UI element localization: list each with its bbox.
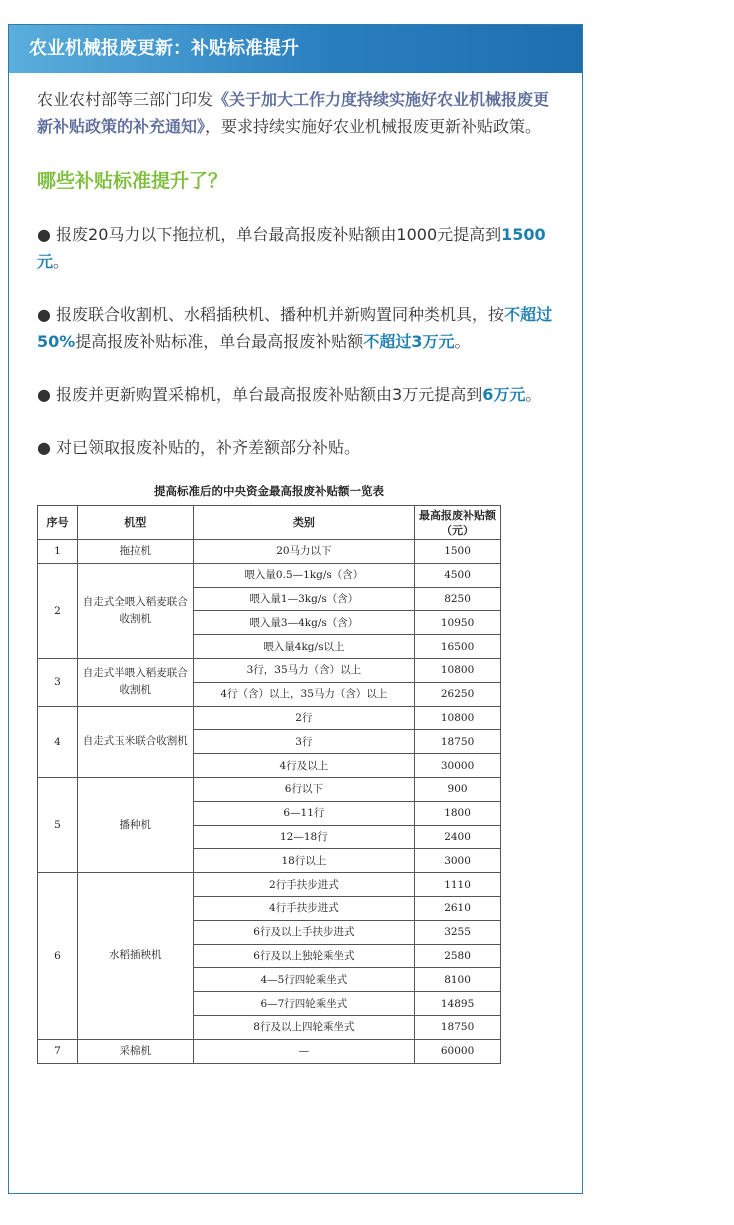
cell-amount: 2610 [415,896,501,920]
cell-category: 6—7行四轮乘坐式 [193,992,414,1016]
cell-category: 2行手扶步进式 [193,873,414,897]
cell-category: 4—5行四轮乘坐式 [193,968,414,992]
bullet-text: ● 报废联合收割机、水稻插秧机、播种机并新购置同种类机具，按 [37,305,505,324]
cell-machine-type: 自走式玉米联合收割机 [77,706,193,777]
cell-category: 20马力以下 [193,540,414,564]
cell-amount: 4500 [415,563,501,587]
cell-amount: 10950 [415,611,501,635]
cell-amount: 18750 [415,1015,501,1039]
article-card [8,24,583,1194]
table-row [38,563,501,587]
bullet-text-mid: 提高报废补贴标准，单台最高报废补贴额 [75,332,364,351]
cell-no: 1 [38,540,78,564]
cell-category: 18行以上 [193,849,414,873]
cell-amount: 1110 [415,873,501,897]
bullet-item [37,221,554,275]
bullet-item [37,301,554,355]
col-header-amount: 最高报废补贴额（元） [415,506,501,540]
cell-machine-type: 自走式全喂入稻麦联合收割机 [77,563,193,658]
cell-category: 12—18行 [193,825,414,849]
cell-amount: 18750 [415,730,501,754]
cell-no: 3 [38,658,78,706]
table-header-row [38,506,501,540]
cell-machine-type: 拖拉机 [77,540,193,564]
subsidy-table [37,505,501,1064]
table-row [38,777,501,801]
cell-amount: 26250 [415,682,501,706]
table-row [38,540,501,564]
cell-category: 喂入量4kg/s以上 [193,635,414,659]
cell-amount: 10800 [415,706,501,730]
cell-machine-type: 播种机 [77,777,193,872]
table-row [38,706,501,730]
table-row [38,658,501,682]
cell-no: 2 [38,563,78,658]
highlight-amount: 不超过3万元 [363,332,455,351]
subsidy-table-section [9,483,582,1064]
cell-no: 4 [38,706,78,777]
cell-amount: 10800 [415,658,501,682]
cell-amount: 1800 [415,801,501,825]
cell-category: 4行手扶步进式 [193,896,414,920]
cell-machine-type: 水稻插秧机 [77,873,193,1040]
cell-machine-type: 采棉机 [77,1039,193,1063]
highlight-amount: 1500元 [37,225,546,271]
cell-no: 5 [38,777,78,872]
intro-text: 农业农村部等三部门印发 [37,90,214,109]
cell-amount: 30000 [415,754,501,778]
highlight-amount: 6万元 [482,385,526,404]
cell-category: 6行及以上手扶步进式 [193,920,414,944]
table-body [38,540,501,1064]
cell-category: 6—11行 [193,801,414,825]
bullet-item [37,381,554,408]
cell-amount: 3000 [415,849,501,873]
table-title: 提高标准后的中央资金最高报废补贴额一览表 [154,484,384,498]
cell-category: 喂入量0.5—1kg/s（含） [193,563,414,587]
cell-category: 喂入量3—4kg/s（含） [193,611,414,635]
table-row [38,1039,501,1063]
col-header-category: 类别 [193,506,414,540]
intro-text-end: ，要求持续实施好农业机械报废更新补贴政策。 [205,117,542,136]
section-header: 农业机械报废更新：补贴标准提升 [9,25,582,73]
cell-category: 6行及以上独轮乘坐式 [193,944,414,968]
bullet-text: ● 报废20马力以下拖拉机，单台最高报废补贴额由1000元提高到 [37,225,502,244]
cell-no: 7 [38,1039,78,1063]
subheading: 哪些补贴标准提升了？ [37,170,228,192]
cell-category: 8行及以上四轮乘坐式 [193,1015,414,1039]
cell-machine-type: 自走式半喂入稻麦联合收割机 [77,658,193,706]
cell-amount: 8100 [415,968,501,992]
intro-paragraph [37,86,554,140]
policy-title: 《关于加大工作力度持续实施好农业机械报废更新补贴政策的补充通知》 [37,90,550,136]
cell-amount: 8250 [415,587,501,611]
table-row [38,873,501,897]
cell-amount: 1500 [415,540,501,564]
cell-category: 3行，35马力（含）以上 [193,658,414,682]
cell-amount: 900 [415,777,501,801]
cell-category: 喂入量1—3kg/s（含） [193,587,414,611]
cell-amount: 2400 [415,825,501,849]
cell-category: 6行以下 [193,777,414,801]
highlight-percent: 不超过50% [37,305,553,351]
cell-category: 4行及以上 [193,754,414,778]
cell-category: 2行 [193,706,414,730]
cell-category: 4行（含）以上，35马力（含）以上 [193,682,414,706]
cell-category: 3行 [193,730,414,754]
cell-amount: 3255 [415,920,501,944]
col-header-type: 机型 [77,506,193,540]
bullet-text-end: 。 [525,385,542,404]
cell-amount: 16500 [415,635,501,659]
cell-no: 6 [38,873,78,1040]
bullet-text-end: 。 [454,332,471,351]
bullet-text: ● 报废并更新购置采棉机，单台最高报废补贴额由3万元提高到 [37,385,483,404]
cell-amount: 60000 [415,1039,501,1063]
cell-category: — [193,1039,414,1063]
col-header-no: 序号 [38,506,78,540]
article-content [9,73,582,461]
bullet-item: ● 对已领取报废补贴的，补齐差额部分补贴。 [37,438,361,457]
cell-amount: 2580 [415,944,501,968]
cell-amount: 14895 [415,992,501,1016]
bullet-text-end: 。 [53,252,70,271]
